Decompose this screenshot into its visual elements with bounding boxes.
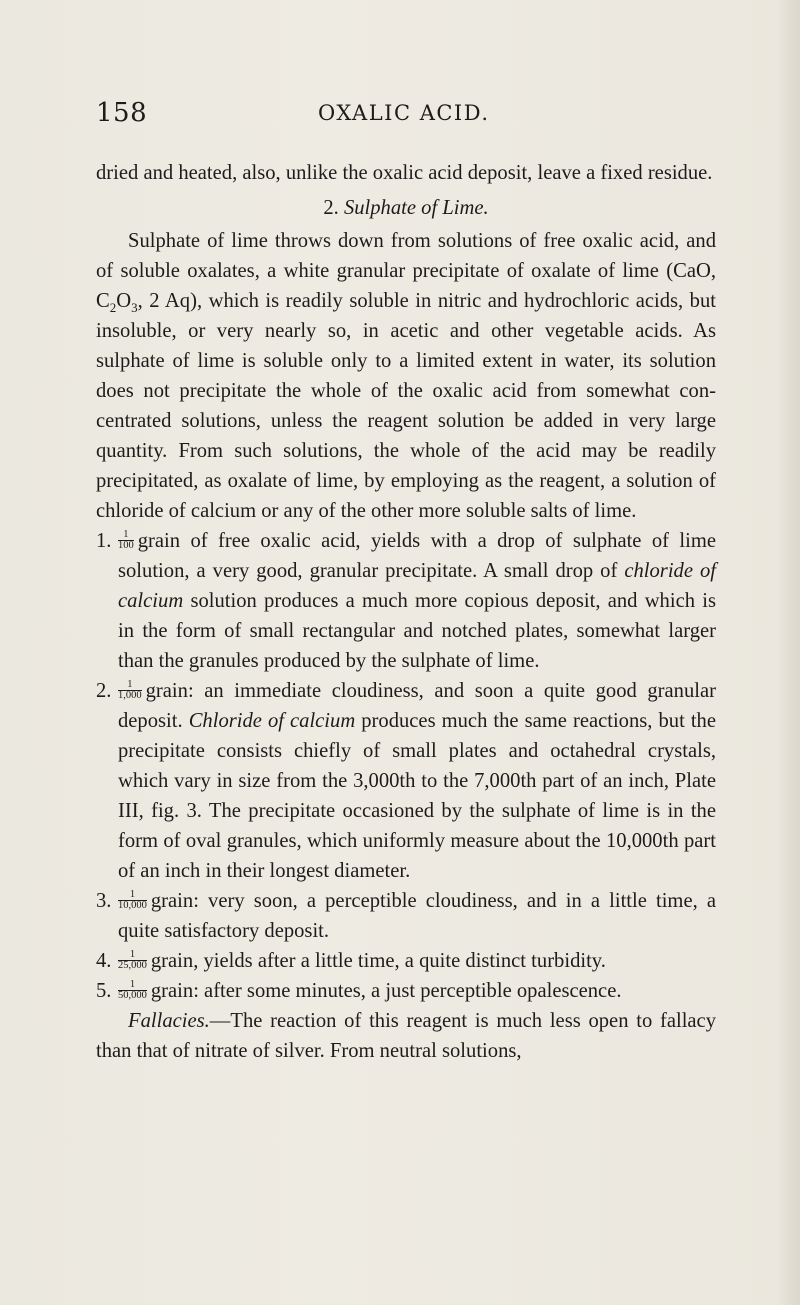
fraction-numerator: 1	[118, 950, 147, 961]
section-heading	[96, 193, 716, 223]
item-number: 5.	[96, 980, 112, 1002]
paragraph-sulphate-intro	[96, 226, 716, 526]
page-body	[96, 158, 716, 1066]
paragraph-fallacies	[96, 1006, 716, 1066]
paragraph-text: , 2 Aq), which is readily soluble in nitric and hydrochloric acids, but insoluble, or very nearly so, in acetic and other vegetable acids. As sulphate of lime is soluble only to a limited extent in water, its solution does not precipitate the whole of the oxalic acid from somewhat concentrated solutions, unless the reagent solution be added in very large quantity. From such solutions, the whole of the acid may be readily precipitated, as oxalate of lime, by employing as the reagent, a solution of chloride of calcium or any of the other more soluble salts of lime.	[96, 290, 716, 522]
fraction	[118, 890, 147, 911]
fraction-numerator: 1	[118, 530, 134, 541]
item-text: grain of free oxalic acid, yields with a drop of sulphate of lime solution, a very good, granular precipitate. A small drop of	[118, 530, 716, 582]
paragraph-text: —The reaction of this reagent is much less open to fallacy than that of nitrate of silver. From neutral solutions,	[96, 1010, 716, 1062]
item-number: 3.	[96, 890, 112, 912]
fraction	[118, 680, 142, 701]
item-number: 1.	[96, 530, 112, 552]
item-text: produces much the same reactions, but the precipitate consists chiefly of small plates and octahedral crystals, which vary in size from the 3,000th to the 7,000th part of an inch, Plate III, fig. 3. The precipitate occasioned by the sulphate of lime is in the form of oval granules, which uniformly measure about the 10,000th part of an inch in their longest diameter.	[118, 710, 716, 882]
item-text: grain: very soon, a perceptible cloudiness, and in a little time, a quite satisfactory deposit.	[118, 890, 716, 942]
page-number: 158	[96, 98, 148, 128]
list-item	[96, 676, 716, 886]
fraction-numerator: 1	[118, 680, 142, 691]
running-title: OXALIC ACID.	[318, 101, 490, 125]
item-number: 4.	[96, 950, 112, 972]
item-emphasis: Chloride of calcium	[188, 710, 356, 732]
fraction-denominator: 10,000	[118, 899, 147, 911]
list-item	[96, 976, 716, 1006]
list-item	[96, 886, 716, 946]
section-number: 2.	[323, 197, 339, 219]
paragraph-text: O	[116, 290, 132, 312]
item-text: solution produces a much more copious deposit, and which is in the form of small rectangular and notched plates, somewhat larger than the granules produced by the sulphate of lime.	[118, 590, 716, 672]
paragraph-text: Sulphate of lime throws down from solutions of free oxalic acid, and of soluble oxalates, a white granular precipitate of oxalate of lime (CaO, C	[96, 230, 716, 312]
fraction-denominator: 50,000	[118, 989, 147, 1001]
fraction-numerator: 1	[118, 980, 147, 991]
running-header	[96, 98, 716, 134]
fraction-denominator: 100	[118, 539, 134, 551]
item-text: grain: after some minutes, a just perceptible opalescence.	[150, 980, 622, 1002]
fallacies-label: Fallacies.	[128, 1010, 210, 1032]
fraction-denominator: 25,000	[118, 959, 147, 971]
fraction	[118, 980, 147, 1001]
fraction-denominator: 1,000	[118, 689, 142, 701]
list-item	[96, 526, 716, 676]
item-emphasis: chloride of calcium	[118, 560, 716, 612]
paragraph-continuation: dried and heated, also, unlike the oxalic acid deposit, leave a fixed residue.	[96, 162, 713, 184]
subscript: 2	[109, 300, 117, 316]
fraction-numerator: 1	[118, 890, 147, 901]
subscript: 3	[131, 300, 138, 316]
list-item	[96, 946, 716, 976]
section-title: Sulphate of Lime.	[343, 197, 489, 219]
fraction	[118, 530, 134, 551]
item-text: grain: an immediate cloudiness, and soon a quite good granular deposit.	[118, 680, 716, 732]
item-number: 2.	[96, 680, 112, 702]
item-text: grain, yields after a little time, a quite distinct turbidity.	[150, 950, 606, 972]
fraction	[118, 950, 147, 971]
page-gutter-shadow	[776, 0, 800, 1305]
